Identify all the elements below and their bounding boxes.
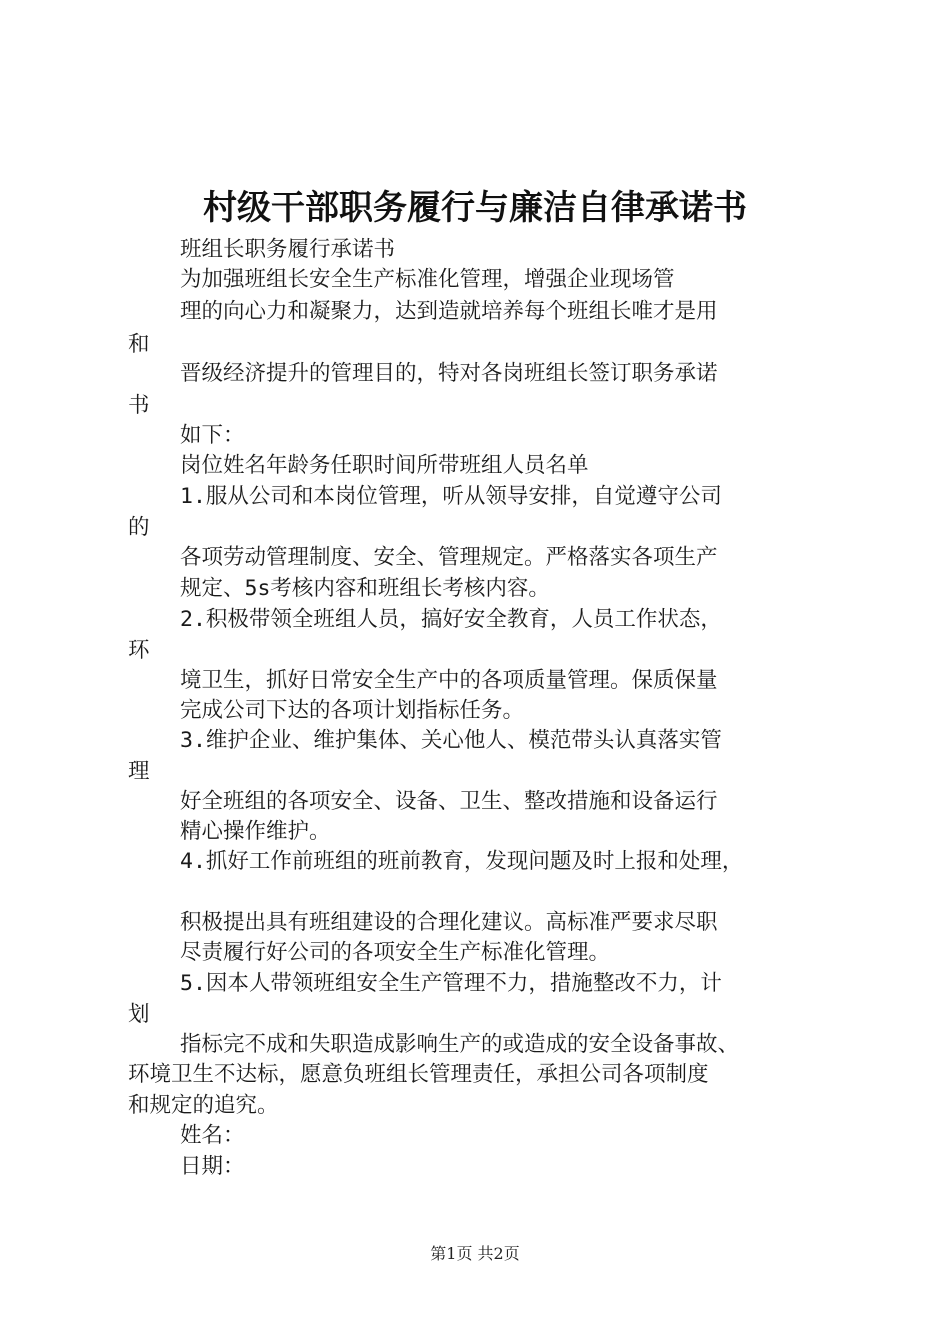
body-line: 2.积极带领全班组人员，搞好安全教育，人员工作状态， — [180, 607, 722, 632]
body-line: 尽责履行好公司的各项安全生产标准化管理。 — [180, 940, 611, 965]
body-line: 理 — [128, 759, 150, 784]
body-line: 1.服从公司和本岗位管理，听从领导安排，自觉遵守公司 — [180, 484, 722, 509]
body-line: 环 — [128, 638, 150, 663]
body-line: 和 — [128, 332, 150, 357]
date-field-label: 日期： — [180, 1154, 245, 1179]
body-line: 指标完不成和失职造成影响生产的或造成的安全设备事故、 — [180, 1032, 740, 1057]
subtitle-line: 班组长职务履行承诺书 — [180, 237, 396, 262]
name-field-label: 姓名： — [180, 1123, 245, 1148]
body-line: 各项劳动管理制度、安全、管理规定。严格落实各项生产 — [180, 545, 718, 570]
body-line: 如下： — [180, 423, 245, 448]
body-line: 5.因本人带领班组安全生产管理不力，措施整改不力，计 — [180, 971, 722, 996]
page-number-footer: 第1页 共2页 — [430, 1244, 520, 1263]
body-line: 的 — [128, 515, 150, 540]
body-line: 4.抓好工作前班组的班前教育，发现问题及时上报和处理， — [180, 849, 744, 874]
body-line: 规定、5s考核内容和班组长考核内容。 — [180, 576, 550, 601]
body-line: 精心操作维护。 — [180, 819, 331, 844]
body-line: 积极提出具有班组建设的合理化建议。高标准严要求尽职 — [180, 910, 718, 935]
body-line: 岗位姓名年龄务任职时间所带班组人员名单 — [180, 453, 589, 478]
body-line: 晋级经济提升的管理目的，特对各岗班组长签订职务承诺 — [180, 361, 718, 386]
body-line: 境卫生，抓好日常安全生产中的各项质量管理。保质保量 — [180, 668, 718, 693]
body-line: 好全班组的各项安全、设备、卫生、整改措施和设备运行 — [180, 789, 718, 814]
body-line: 和规定的追究。 — [128, 1093, 279, 1118]
body-line: 划 — [128, 1002, 150, 1027]
body-line: 完成公司下达的各项计划指标任务。 — [180, 698, 525, 723]
document-title: 村级干部职务履行与廉洁自律承诺书 — [203, 188, 747, 228]
body-line: 理的向心力和凝聚力，达到造就培养每个班组长唯才是用 — [180, 299, 718, 324]
body-line: 环境卫生不达标，愿意负班组长管理责任，承担公司各项制度 — [128, 1062, 709, 1087]
body-line: 3.维护企业、维护集体、关心他人、模范带头认真落实管 — [180, 728, 722, 753]
body-line: 书 — [128, 393, 150, 418]
body-line: 为加强班组长安全生产标准化管理，增强企业现场管 — [180, 267, 675, 292]
